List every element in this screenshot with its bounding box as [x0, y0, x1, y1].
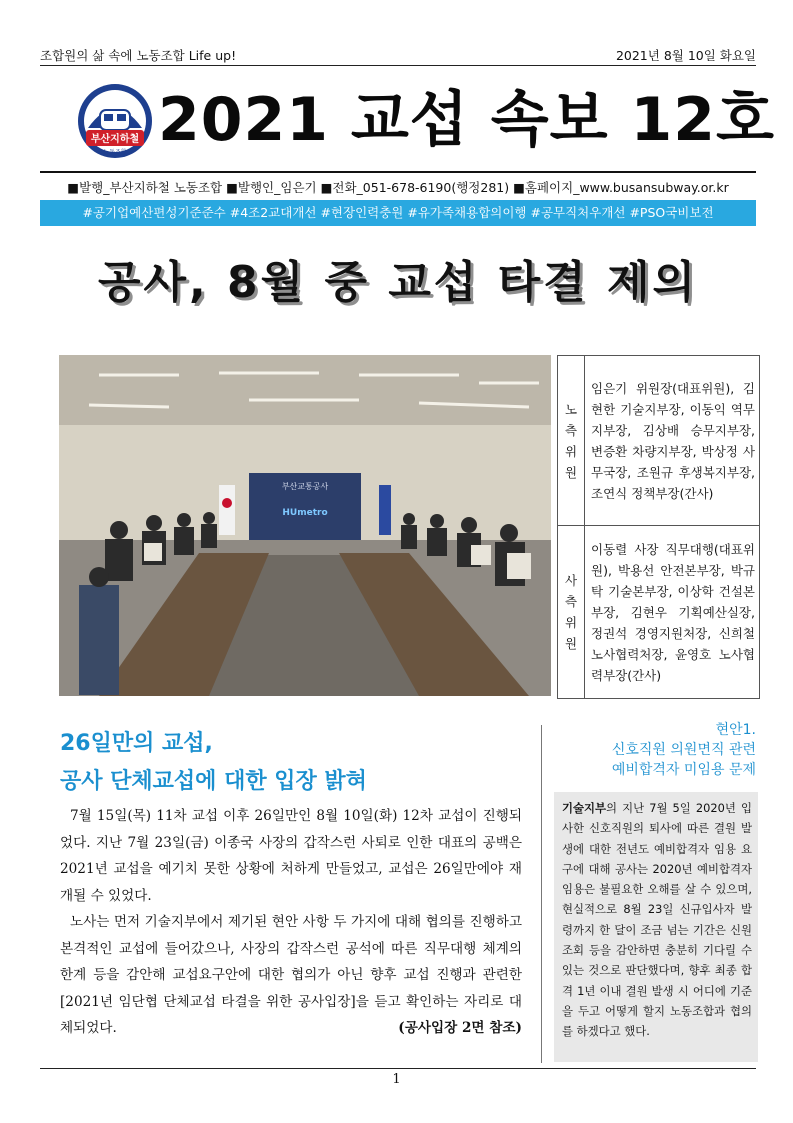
article-paragraph-1: 7월 15일(목) 11차 교섭 이후 26일만인 8월 10일(화) 12차 교섭이 진행되었다. 지난 7월 23일(금) 이종국 사장의 갑작스런 사퇴로 인한 대표의 공백은 2021년 교섭을 예기치 못한 상황에 처하게 만들었고, 교섭은 26일만에야 재개될 수 있었다.	[60, 808, 522, 904]
union-logo	[76, 82, 154, 160]
article-body	[60, 803, 522, 1042]
photo-logo-text: HUmetro	[282, 508, 328, 518]
sidebar-body	[562, 798, 752, 1042]
masthead-title: 2021 교섭 속보 12호	[158, 85, 775, 155]
sidebar-text: 의 지난 7월 5일 2020년 입사한 신호직원의 퇴사에 따른 결원 발생에 대한 전년도 예비합격자 임용 요구에 대해 공사는 2020년 예비합격자 임용은 불필요한 오해를 살 수 있으며, 현실적으로 8월 23일 신규입사자 발령까지 한 달이 조금 넘는 기간은 신원조회 등을 감안하면 충분히 기다릴 수 있는 것으로 판단했다며, 향후 최종 합격 1년 이내 결원 발생 시 어디에 기준을 두고 어떻게 할지 노동조합과 협의를 하겠다고 했다.	[562, 801, 752, 1039]
union-members-names: 임은기 위원장(대표위원), 김현한 기술지부장, 이동익 역무지부장, 김상배 승무지부장, 변증환 차량지부장, 박상정 사무국장, 조원규 후생복지부장, 조연식 정책부장(간사)	[585, 356, 760, 526]
sidebar-heading-line-1: 현안1.	[715, 722, 756, 738]
sidebar-lead: 기술지부	[562, 801, 607, 815]
column-divider	[541, 725, 542, 1063]
sidebar-heading	[554, 720, 758, 792]
slogan: 조합원의 삶 속에 노동조합 Life up!	[40, 48, 237, 63]
article-paragraph-2	[60, 909, 522, 1042]
top-rule	[40, 65, 756, 66]
top-bar	[40, 46, 756, 64]
photo-sign-text: 부산교통공사	[281, 482, 329, 491]
article-heading-1: 26일만의 교섭,	[60, 731, 213, 756]
footer-rule	[40, 1068, 756, 1069]
union-members-label	[558, 356, 585, 526]
page-number: 1	[392, 1072, 401, 1087]
article-reference: (공사입장 2면 참조)	[398, 1020, 522, 1036]
meeting-photo	[59, 355, 551, 696]
members-table	[557, 355, 760, 699]
sidebar-box	[554, 720, 758, 1062]
publication-info: ■발행_부산지하철 노동조합 ■발행인_임은기 ■전화_051-678-6190(행정281) ■홈페이지_www.busansubway.or.kr	[67, 180, 729, 195]
company-members-label-text: 사측위원	[564, 573, 578, 651]
article-paragraph-2-text: 노사는 먼저 기술지부에서 제기된 현안 사항 두 가지에 대해 협의를 진행하고 본격적인 교섭에 들어갔으나, 사장의 갑작스런 공석에 따른 직무대행 체계의 한계 등을 감안해 교섭요구안에 대한 협의가 아닌 향후 교섭 진행과 관련한 [2021년 임단협 단체교섭 타결을 위한 공사입장]을 듣고 확인하는 자리로 대체되었다.	[60, 914, 522, 1036]
masthead-rule	[40, 171, 756, 173]
logo-text: 부산지하철	[90, 134, 140, 145]
union-members-label-text: 노측위원	[564, 401, 578, 480]
hashtag-bar: #공기업예산편성기준준수 #4조2교대개선 #현장인력충원 #유가족채용합의이행 #공무직처우개선 #PSO국비보전	[40, 200, 756, 226]
article-heading-2: 공사 단체교섭에 대한 입장 밝혀	[60, 769, 367, 794]
company-members-label	[558, 526, 585, 699]
logo-subtext: 노동조합	[103, 149, 127, 156]
issue-date: 2021년 8월 10일 화요일	[615, 48, 756, 63]
company-members-names: 이동렬 사장 직무대행(대표위원), 박용선 안전본부장, 박규탁 기술본부장, 이상학 건설본부장, 김현우 기획예산실장, 정권석 경영지원처장, 신희철 노사협력처장, 윤영호 노사협력부장(간사)	[585, 526, 760, 699]
sidebar-heading-line-2: 신호직원 의원면직 관련	[611, 742, 756, 758]
sidebar-heading-line-3: 예비합격자 미임용 문제	[611, 762, 756, 778]
main-headline: 공사, 8월 중 교섭 타결 제의	[98, 257, 698, 308]
